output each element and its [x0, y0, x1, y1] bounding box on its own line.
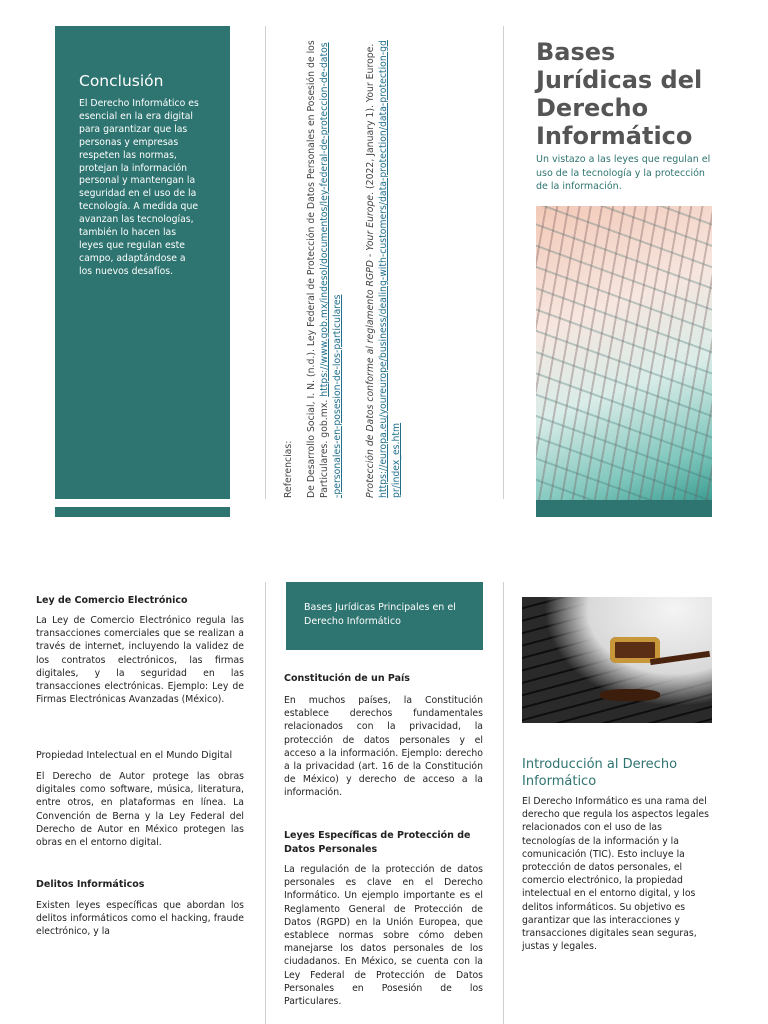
delitos-title: Delitos Informáticos: [36, 879, 145, 890]
conclusion-title: Conclusión: [79, 72, 164, 90]
reference-2: [364, 40, 403, 498]
comercio-body: La Ley de Comercio Electrónico regula las transacciones comerciales que se realizan a través de internet, incluyendo la validez de los contratos electrónicos, las firmas digitales, y la seguridad en las transacciones electrónicas. Ejemplo: Ley de Firmas Electrónicas Avanzadas (México).: [36, 615, 244, 706]
reference-2-link[interactable]: https://europa.eu/youreurope/business/dealing-with-customers/data-protection/data-protection-gdpr/index_es.htm: [378, 40, 402, 498]
delitos-body: Existen leyes específicas que abordan los delitos informáticos como el hacking, fraude electrónico, y la: [36, 900, 244, 938]
reference-2-italic: Protección de Datos conforme al reglamento RGPD - Your Europe: [365, 194, 376, 498]
cover-title: Bases Jurídicas del Derecho Informático: [536, 38, 703, 150]
column-divider: [265, 582, 266, 1024]
intro-body: El Derecho Informático es una rama del derecho que regula los aspectos legales relacionados con el uso de las tecnologías de la información y la comunicación (TIC). Esto incluye la protección de datos personales, el comercio electrónico, la propiedad intelectual en el entorno digital, y los delitos informáticos. Su objetivo es garantizar que las interacciones y transacciones digitales sean seguras, justas y legales.: [522, 796, 709, 953]
gavel-block: [600, 689, 660, 701]
references-label: Referencias:: [283, 440, 294, 498]
conclusion-footer-bar: [55, 507, 230, 517]
intro-title: Introducción al Derecho Informático: [522, 757, 678, 789]
propiedad-body: El Derecho de Autor protege las obras digitales como software, música, literatura, entre otros, en plataformas en línea. La Convención de Berna y la Ley Federal del Derecho de Autor en México protegen las obras en el entorno digital.: [36, 771, 244, 849]
conclusion-body: El Derecho Informático es esencial en la era digital para garantizar que las personas y empresas respeten las normas, protejan la información personal y mantengan la seguridad en el uso de la tecnología. A medida que avanzan las tecnologías, también lo hacen las leyes que regulan este campo, adaptándose a los nuevos desafíos.: [79, 98, 199, 277]
constitucion-body: En muchos países, la Constitución establece derechos fundamentales relacionados con la privacidad, la protección de datos personales y el acceso a la información. Ejemplo: derecho a la privacidad (art. 16 de la Constitución de México) y derecho de acceso a la información.: [284, 695, 483, 799]
reference-1-link[interactable]: https://www.gob.mx/indesol/documentos/ley-federal-de-proteccion-de-datos-personales-en-posesion-de-los-particulares: [319, 42, 343, 498]
leyes-title: Leyes Específicas de Protección de Datos Personales: [284, 830, 471, 855]
references-rotated-block: [282, 40, 432, 498]
building-image: [536, 206, 712, 500]
cover-footer-bar: [536, 500, 712, 517]
principales-banner-text: Bases Jurídicas Principales en el Derecho Informático: [304, 602, 456, 627]
reference-1-text: De Desarrollo Social, I. N. (n.d.). Ley Federal de Protección de Datos Personales en Posesión de los Particulares. gob.mx.: [306, 40, 330, 498]
leyes-body: La regulación de la protección de datos personales es clave en el Derecho Informático. Un ejemplo importante es el Reglamento General de Protección de Datos (RGPD) en la Unión Europea, que establece normas sobre cómo deben manejarse los datos personales de los ciudadanos. En México, se cuenta con la Ley Federal de Protección de Datos Personales en Posesión de los Particulares.: [284, 864, 483, 1008]
column-divider: [503, 582, 504, 1024]
comercio-title: Ley de Comercio Electrónico: [36, 595, 188, 606]
propiedad-title: Propiedad Intelectual en el Mundo Digital: [36, 750, 233, 761]
reference-2-text: . (2022, January 1). Your Europe.: [365, 43, 376, 195]
reference-1: [305, 40, 344, 498]
laptop-gavel-image: [522, 597, 712, 723]
column-divider: [265, 26, 266, 499]
column-divider: [503, 26, 504, 499]
constitucion-title: Constitución de un País: [284, 673, 410, 684]
cover-subtitle: Un vistazo a las leyes que regulan el uso de la tecnología y la protección de la información.: [536, 154, 711, 192]
